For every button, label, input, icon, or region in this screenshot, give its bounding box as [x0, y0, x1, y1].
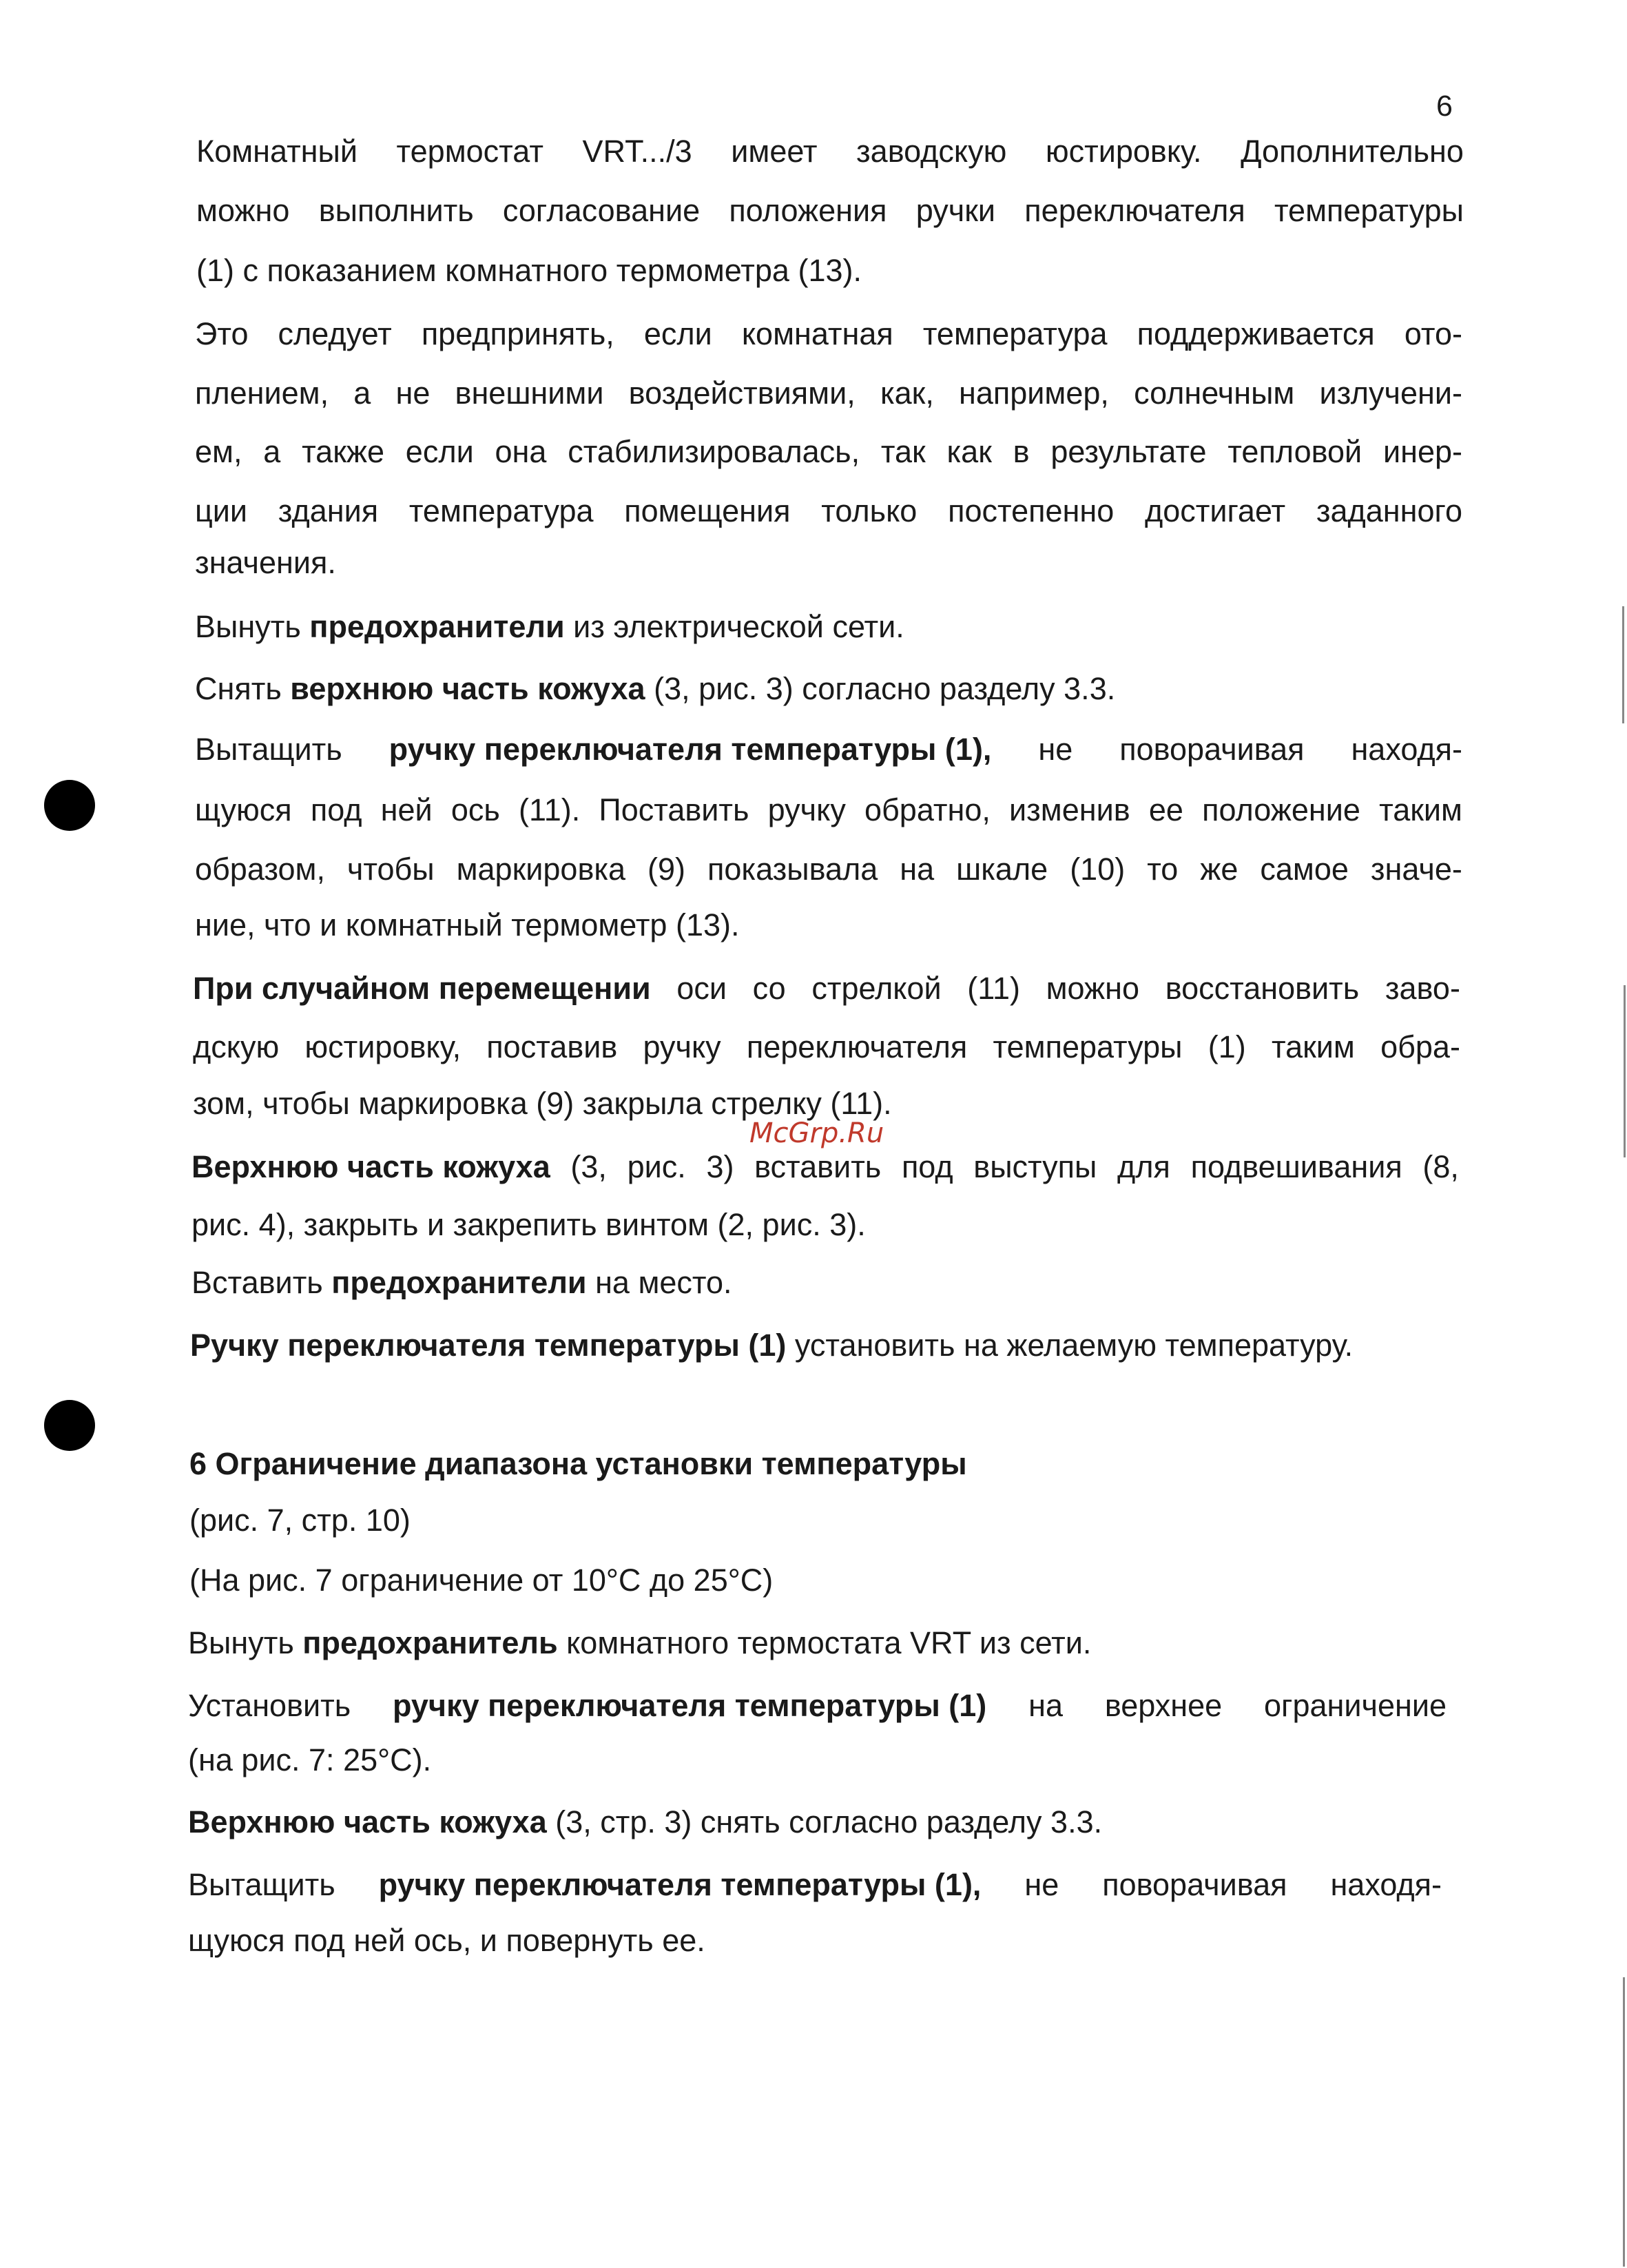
word: температуры: [993, 1029, 1183, 1064]
p1-line-2: [196, 190, 1464, 231]
word: находя-: [1330, 1867, 1442, 1902]
word: шкале: [956, 852, 1048, 887]
word: можно: [1046, 971, 1140, 1006]
word: таким: [1271, 1029, 1355, 1064]
word: юстировку.: [1045, 134, 1202, 169]
word: инер-: [1382, 434, 1462, 469]
word: таким: [1379, 792, 1462, 827]
word: например,: [959, 375, 1109, 411]
p5-line-1: [195, 729, 1462, 770]
p6-line-3: зом, чтобы маркировка (9) закрыла стрелку (11).: [193, 1086, 892, 1121]
word: ции: [195, 493, 248, 528]
word: Дополнительно: [1241, 134, 1464, 169]
word: внешними: [455, 375, 604, 411]
word: то: [1147, 852, 1179, 887]
section-note: (На рис. 7 ограничение от 10°С до 25°С): [189, 1563, 774, 1598]
word: ем,: [195, 434, 242, 469]
word: поворачивая: [1102, 1867, 1287, 1902]
s1-line-1: [188, 1622, 1091, 1664]
word: только: [821, 493, 918, 528]
p8-line-1: [191, 1262, 732, 1303]
word: постепенно: [948, 493, 1115, 528]
word: ручку: [767, 792, 846, 827]
word: не: [1024, 1867, 1059, 1902]
p4-pre: Снять: [195, 671, 291, 706]
p5-line-4: ние, что и комнатный термометр (13).: [195, 907, 740, 942]
word: заданного: [1316, 493, 1462, 528]
word: согласование: [502, 193, 701, 228]
word: температуры: [1274, 193, 1464, 228]
word: (10): [1070, 852, 1126, 887]
word: подвешивания: [1190, 1149, 1402, 1184]
word: Установить: [188, 1688, 351, 1723]
s4-line-1: [188, 1864, 1442, 1906]
scan-speck: [1622, 606, 1624, 723]
word: положение: [1202, 792, 1360, 827]
word: щуюся: [195, 792, 292, 827]
word: поставив: [486, 1029, 618, 1064]
word: выполнить: [318, 193, 474, 228]
word: термостат: [396, 134, 543, 169]
word: Верхнюю часть кожуха: [191, 1149, 550, 1184]
word: Комнатный: [196, 134, 358, 169]
word: заво-: [1385, 971, 1460, 1006]
word: как,: [880, 375, 934, 411]
word: При случайном перемещении: [193, 971, 651, 1006]
p3-post: из электрической сети.: [564, 609, 904, 644]
word: 3): [706, 1149, 734, 1184]
p2-line-3: [195, 431, 1462, 473]
p3-pre: Вынуть: [195, 609, 310, 644]
word: (8,: [1422, 1149, 1459, 1184]
p5-line-3: [195, 849, 1462, 890]
word: воздействиями,: [628, 375, 856, 411]
bullet-dot: [44, 780, 95, 831]
word: комнатная: [741, 316, 893, 351]
word: обра-: [1380, 1029, 1460, 1064]
word: (1): [1208, 1029, 1246, 1064]
word: Вытащить: [188, 1867, 335, 1902]
word: ось: [450, 792, 500, 827]
word: выступы: [973, 1149, 1097, 1184]
s3-bold: Верхнюю часть кожуха: [188, 1804, 547, 1839]
word: а: [353, 375, 371, 411]
word: не: [395, 375, 431, 411]
word: предпринять,: [421, 316, 614, 351]
word: температура: [408, 493, 594, 528]
word: рис.: [627, 1149, 686, 1184]
word: под: [310, 792, 362, 827]
word: оси: [676, 971, 727, 1006]
word: дскую: [193, 1029, 280, 1064]
p1-line-1: [196, 131, 1464, 172]
word: (11): [967, 971, 1020, 1006]
word: юстировку,: [304, 1029, 462, 1064]
word: восстановить: [1165, 971, 1360, 1006]
p5-line-2: [195, 790, 1462, 831]
word: результате: [1050, 434, 1207, 469]
p2-line-1: [195, 313, 1462, 355]
word: Поставить: [599, 792, 749, 827]
bullet-dot: [44, 1400, 95, 1451]
word: для: [1117, 1149, 1170, 1184]
p9-line-1: [190, 1325, 1353, 1366]
word: плением,: [195, 375, 329, 411]
word: ручку переключателя температуры (1),: [378, 1867, 982, 1902]
p8-post: на место.: [586, 1265, 732, 1300]
p6-line-1: [193, 968, 1460, 1009]
s2-line-2: (на рис. 7: 25°С).: [188, 1742, 432, 1777]
word: ручки: [915, 193, 996, 228]
p7-line-1: [191, 1146, 1459, 1188]
word: тепловой: [1227, 434, 1362, 469]
word: если: [405, 434, 474, 469]
word: также: [302, 434, 385, 469]
word: переключателя: [1024, 193, 1245, 228]
word: температура: [922, 316, 1108, 351]
word: а: [263, 434, 281, 469]
scan-speck: [1624, 985, 1626, 1157]
word: ручку: [643, 1029, 721, 1064]
word: VRT.../3: [582, 134, 692, 169]
word: если: [643, 316, 712, 351]
scan-speck: [1623, 1977, 1625, 2267]
word: поворачивая: [1119, 732, 1305, 767]
section-heading: 6 Ограничение диапазона установки температуры: [189, 1446, 967, 1481]
p4-line-1: [195, 668, 1115, 710]
word: ото-: [1404, 316, 1462, 351]
word: самое: [1260, 852, 1349, 887]
s1-post: комнатного термостата VRT из сети.: [557, 1625, 1092, 1660]
word: ней: [380, 792, 433, 827]
p4-bold: верхнюю часть кожуха: [290, 671, 645, 706]
word: обратно,: [864, 792, 991, 827]
word: (3,: [570, 1149, 607, 1184]
word: стабилизировалась,: [568, 434, 860, 469]
word: находя-: [1351, 732, 1462, 767]
p6-line-2: [193, 1027, 1460, 1068]
word: под: [901, 1149, 953, 1184]
word: переключателя: [746, 1029, 968, 1064]
s4-line-2: щуюся под ней ось, и повернуть ее.: [188, 1923, 705, 1958]
word: (11).: [519, 792, 581, 827]
section-ref: (рис. 7, стр. 10): [189, 1503, 411, 1538]
p3-line-1: [195, 606, 904, 648]
word: (9): [647, 852, 686, 887]
word: поддерживается: [1137, 316, 1375, 351]
p2-line-4: [195, 491, 1462, 532]
p1-line-3: (1) с показанием комнатного термометра (13).: [196, 253, 862, 288]
s2-line-1: [188, 1685, 1447, 1726]
word: маркировка: [456, 852, 626, 887]
p8-bold: предохранители: [331, 1265, 587, 1300]
word: помещения: [624, 493, 791, 528]
word: она: [495, 434, 547, 469]
word: солнечным: [1134, 375, 1295, 411]
p2-line-5: значения.: [195, 545, 336, 580]
word: ограничение: [1264, 1688, 1447, 1723]
word: верхнее: [1104, 1688, 1223, 1723]
word: чтобы: [346, 852, 435, 887]
word: показывала: [707, 852, 878, 887]
word: здания: [278, 493, 379, 528]
word: достигает: [1144, 493, 1286, 528]
word: ее: [1148, 792, 1183, 827]
word: со: [752, 971, 786, 1006]
word: на: [900, 852, 935, 887]
p7-line-2: рис. 4), закрыть и закрепить винтом (2, рис. 3).: [191, 1207, 866, 1242]
page-number: 6: [1436, 90, 1453, 123]
word: стрелкой: [811, 971, 942, 1006]
word: образом,: [195, 852, 325, 887]
word: следует: [278, 316, 392, 351]
word: вставить: [754, 1149, 882, 1184]
word: имеет: [731, 134, 818, 169]
word: заводскую: [856, 134, 1007, 169]
p2-line-2: [195, 373, 1462, 414]
word: излучени-: [1319, 375, 1462, 411]
word: так: [880, 434, 926, 469]
word: значе-: [1370, 852, 1462, 887]
word: изменив: [1009, 792, 1130, 827]
p9-bold: Ручку переключателя температуры (1): [190, 1328, 787, 1363]
word: положения: [729, 193, 887, 228]
p9-post: установить на желаемую температуру.: [786, 1328, 1354, 1363]
word: ручку переключателя температуры (1),: [388, 732, 992, 767]
p4-post: (3, рис. 3) согласно разделу 3.3.: [645, 671, 1116, 706]
watermark: McGrp.Ru: [749, 1117, 884, 1149]
word: в: [1013, 434, 1030, 469]
s3-line-1: [188, 1802, 1102, 1843]
word: Вытащить: [195, 732, 342, 767]
s3-post: (3, стр. 3) снять согласно разделу 3.3.: [546, 1804, 1103, 1839]
word: можно: [196, 193, 290, 228]
word: же: [1200, 852, 1239, 887]
word: ручку переключателя температуры (1): [393, 1688, 987, 1723]
word: Это: [195, 316, 249, 351]
word: как: [946, 434, 992, 469]
s1-pre: Вынуть: [188, 1625, 303, 1660]
word: на: [1028, 1688, 1063, 1723]
s1-bold: предохранитель: [302, 1625, 558, 1660]
p3-bold: предохранители: [309, 609, 565, 644]
p8-pre: Вставить: [191, 1265, 332, 1300]
word: не: [1038, 732, 1073, 767]
